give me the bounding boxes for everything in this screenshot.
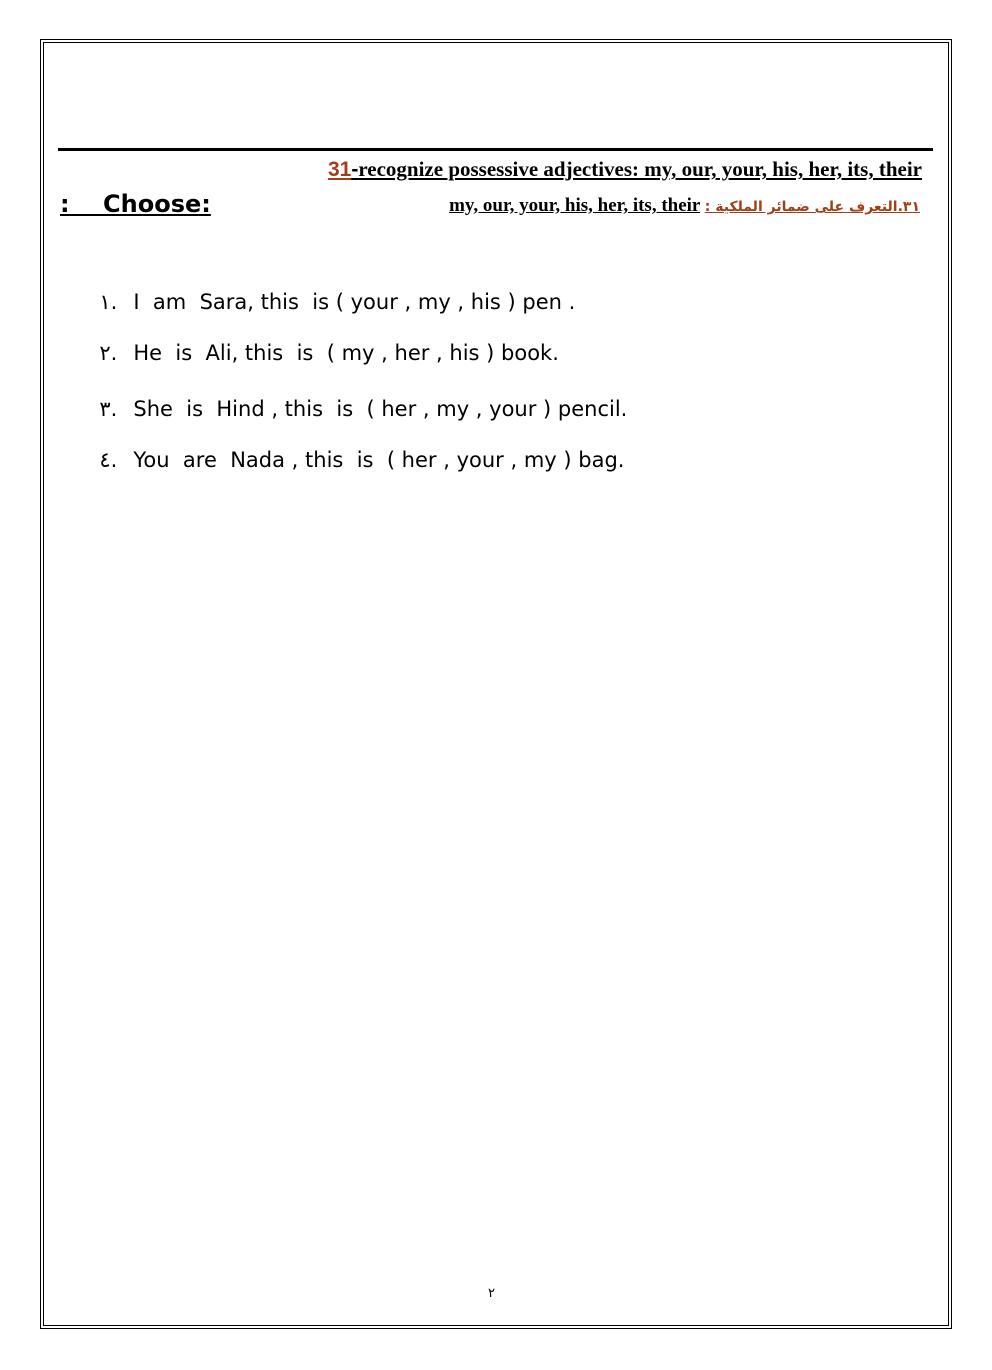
objective-number: 31: [327, 158, 352, 181]
choose-label: : Choose:: [60, 190, 211, 218]
question-2: [86, 317, 559, 365]
question-number: ١.: [99, 290, 118, 314]
question-text: I am Sara, this is ( your , my , his ) pen .: [133, 290, 576, 314]
question-3: [86, 373, 627, 421]
question-number: ٢.: [99, 341, 118, 365]
question-text: You are Nada , this is ( her , your , my ) bag.: [133, 448, 625, 472]
question-text: He is Ali, this is ( my , her , his ) book.: [133, 341, 559, 365]
objective-dash: -: [351, 158, 359, 181]
page-number: ٢: [488, 1286, 495, 1301]
question-number: ٤.: [99, 448, 118, 472]
instruction-english: my, our, your, his, her, its, their: [449, 195, 701, 216]
instruction-line: [449, 195, 920, 217]
instruction-arabic: ٣١.التعرف على ضمائر الملكية :: [704, 199, 920, 215]
question-4: [86, 424, 624, 472]
objective-heading: [328, 157, 922, 182]
header-rule: [58, 148, 933, 151]
question-1: [86, 266, 575, 314]
objective-text: recognize possessive adjectives: my, our, your, his, her, its, their: [358, 157, 922, 181]
page-border-inner: [43, 42, 949, 1326]
question-text: She is Hind , this is ( her , my , your ) pencil.: [133, 397, 628, 421]
question-number: ٣.: [99, 397, 118, 421]
